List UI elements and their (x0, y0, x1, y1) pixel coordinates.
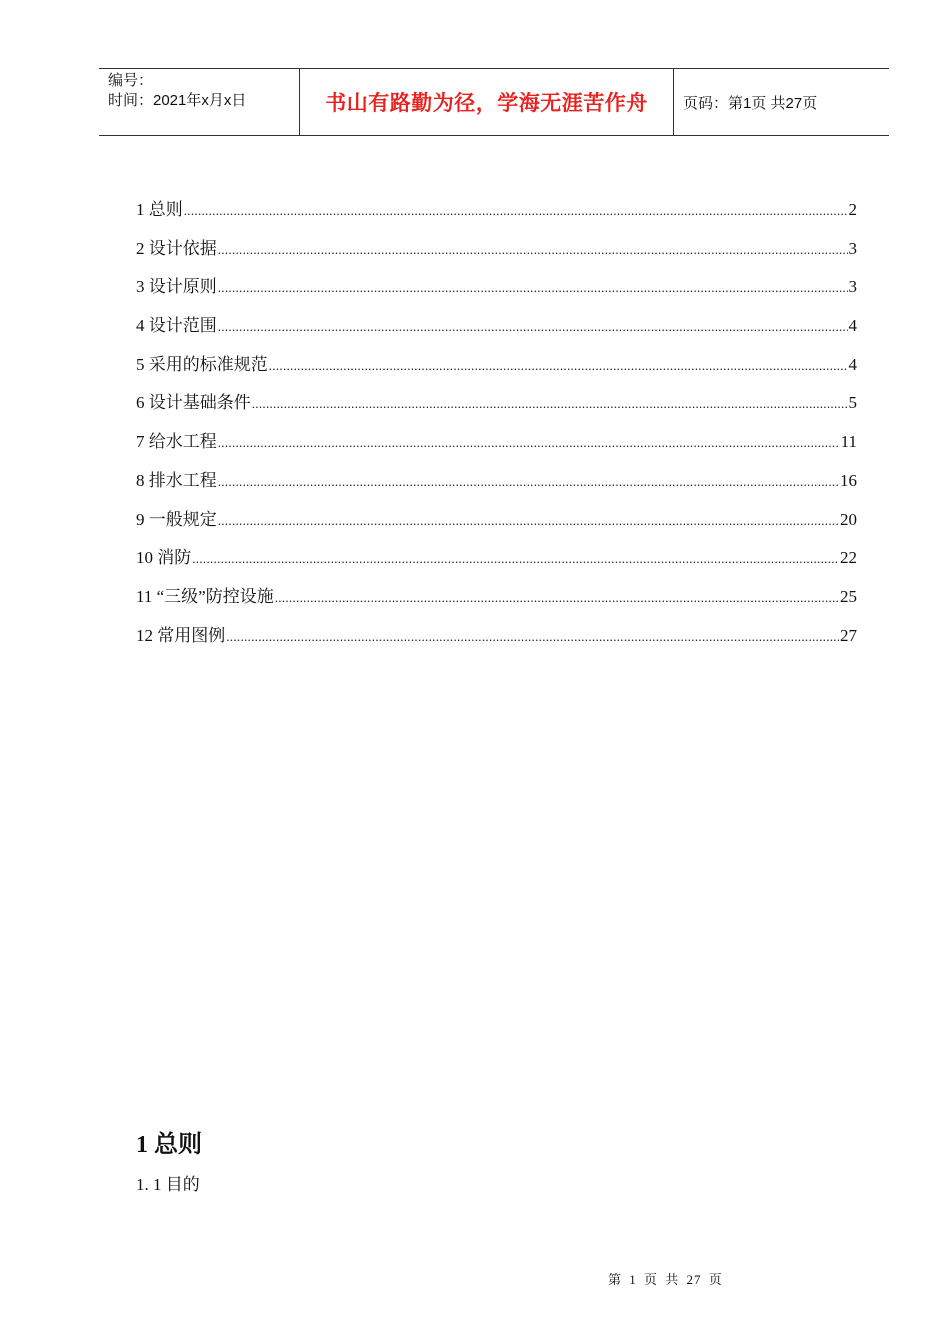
toc-entry-page: 4 (848, 316, 857, 336)
toc-entry-label: 2 设计依据 (136, 238, 217, 258)
toc-leader-dots (275, 584, 839, 612)
toc-entry-page: 3 (848, 277, 857, 297)
motto-text: 书山有路勤为径，学海无涯苦作舟 (325, 91, 648, 115)
toc-entry-label: 7 给水工程 (136, 432, 217, 452)
toc-leader-dots (184, 197, 848, 225)
toc-entry[interactable] (136, 351, 857, 390)
header-meta-cell (99, 69, 300, 135)
header-page-cell (674, 69, 889, 135)
toc-entry-page: 16 (840, 470, 857, 490)
toc-entry-page: 3 (848, 238, 857, 258)
toc-entry-label: 3 设计原则 (136, 277, 217, 297)
page-footer: 第 1 页 共 27 页 (608, 1272, 723, 1287)
toc-entry[interactable] (136, 506, 857, 545)
toc-entry-page: 25 (840, 586, 857, 606)
page-info: 页码：第1页 共27页 (683, 94, 818, 112)
toc-entry-page: 22 (840, 548, 857, 568)
toc-entry-label: 5 采用的标准规范 (136, 354, 268, 374)
toc-leader-dots (218, 236, 848, 264)
toc-leader-dots (218, 429, 840, 457)
toc-leader-dots (218, 274, 848, 302)
header-motto-cell (300, 69, 674, 135)
toc-entry-page: 20 (840, 509, 857, 529)
toc-leader-dots (226, 623, 839, 651)
toc-entry[interactable] (136, 196, 857, 235)
toc-entry[interactable] (136, 428, 857, 467)
toc-entry[interactable] (136, 273, 857, 312)
toc-leader-dots (192, 545, 839, 573)
toc-entry-page: 2 (848, 200, 857, 219)
toc-leader-dots (269, 352, 848, 380)
doc-number-label: 编号： (108, 72, 154, 89)
toc-entry-page: 4 (848, 354, 857, 374)
toc-leader-dots (218, 313, 848, 341)
page-header (99, 68, 889, 136)
time-label: 时间：2021年x月x日 (108, 92, 247, 109)
toc-leader-dots (218, 468, 839, 496)
section-heading: 1 总则 (136, 1132, 202, 1158)
toc-entry-page: 5 (848, 393, 857, 413)
toc-entry[interactable] (136, 583, 857, 622)
toc-entry[interactable] (136, 467, 857, 506)
toc-entry-page: 27 (840, 625, 857, 645)
table-of-contents (136, 196, 857, 660)
toc-entry[interactable] (136, 312, 857, 351)
toc-entry-label: 1 总则 (136, 200, 183, 219)
toc-entry-page: 11 (840, 432, 857, 452)
sub-heading: 1. 1 目的 (136, 1175, 200, 1194)
toc-entry-label: 4 设计范围 (136, 316, 217, 336)
toc-entry-label: 9 一般规定 (136, 509, 217, 529)
toc-entry-label: 10 消防 (136, 548, 192, 568)
toc-entry[interactable] (136, 622, 857, 661)
toc-leader-dots (218, 507, 839, 535)
toc-entry-label: 12 常用图例 (136, 625, 226, 645)
toc-entry[interactable] (136, 544, 857, 583)
toc-entry[interactable] (136, 235, 857, 274)
toc-entry-label: 6 设计基础条件 (136, 393, 251, 413)
toc-entry[interactable] (136, 389, 857, 428)
toc-entry-label: 11 “三级”防控设施 (136, 586, 274, 606)
toc-entry-label: 8 排水工程 (136, 470, 217, 490)
toc-leader-dots (252, 390, 848, 418)
